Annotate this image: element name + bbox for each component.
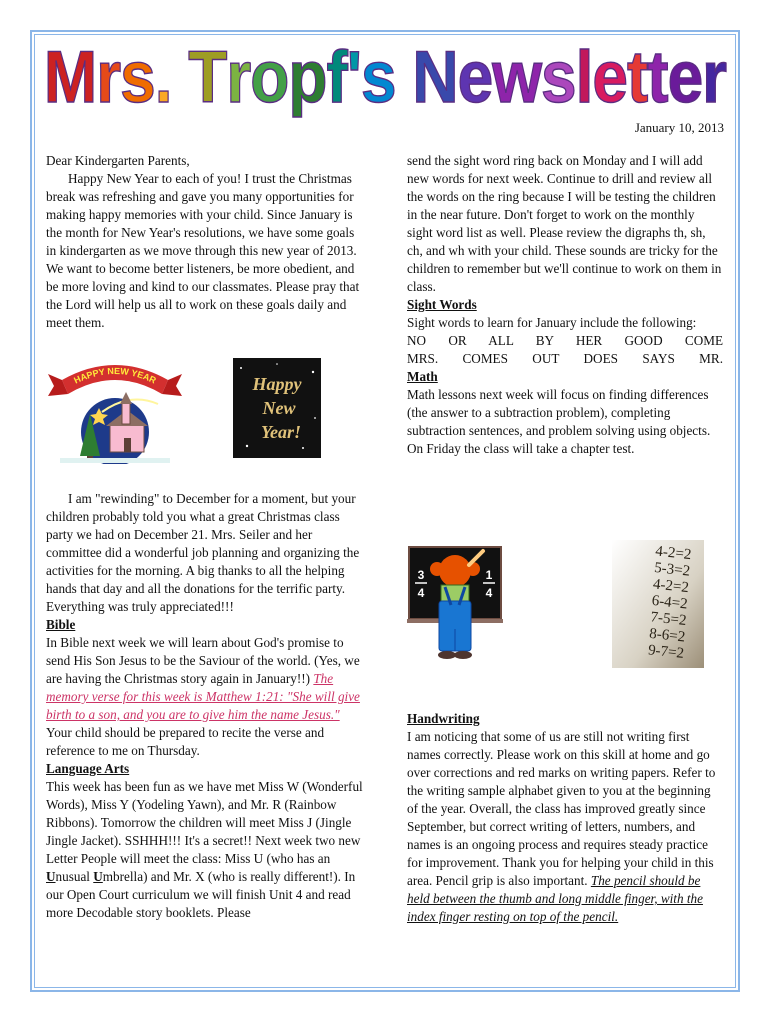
title-letter: r <box>226 40 251 119</box>
svg-text:4: 4 <box>417 586 425 600</box>
title-letter: t <box>647 40 668 119</box>
language-arts-text-2: nusual <box>55 869 94 884</box>
title-letter: e <box>457 40 493 119</box>
bible-paragraph <box>46 634 364 760</box>
banner-text: HAPPY NEW YEAR <box>72 365 158 386</box>
memory-verse: The memory verse for this week is Matthew 1:21: "She will give birth to a son, and you are to give him the name Jesus." <box>46 671 360 722</box>
title-letter: s <box>361 40 396 119</box>
math-heading: Math <box>407 369 438 384</box>
title-letter: l <box>575 40 593 119</box>
pencil-grip-tip: The pencil should be held between the thumb and long middle finger, with the index finger resting on top of the pencil. <box>407 873 703 924</box>
title-letter: o <box>250 40 289 119</box>
title-letter: M <box>43 40 97 119</box>
letter-u-underline: U <box>46 869 56 884</box>
title-letter: r <box>96 40 121 119</box>
subtraction-fact: 7-5=2 <box>649 609 688 630</box>
language-arts-text: This week has been fun as we have met Miss W (Wonderful Words), Miss Y (Yodeling Yawn), and Mr. R (Rainbow Ribbons). Tomorrow the children will meet Miss J (Jingle Jingle Jacket). SSHHH!!! It's a secret!! Next week two new Letter People will meet the class: Miss U (who has an <box>46 779 363 866</box>
title-letter: s <box>540 40 576 119</box>
svg-text:4: 4 <box>485 586 493 600</box>
svg-text:Year!: Year! <box>261 422 301 442</box>
title-letter: s <box>120 40 155 119</box>
svg-text:New: New <box>262 398 296 418</box>
bible-heading: Bible <box>46 617 76 632</box>
left-column-continued <box>46 490 364 922</box>
handwriting-section <box>407 710 723 926</box>
sight-words-line-1: NO OR ALL BY HER GOOD COME <box>407 333 723 348</box>
language-arts-text-3: mbrella) and Mr. X (who is really different!). In our Open Court curriculum we will finish Unit 4 and read more Decodable story booklets. Please <box>46 869 356 920</box>
title-graphic <box>40 40 730 120</box>
subtraction-facts-image <box>612 540 704 668</box>
girl-at-chalkboard-clipart <box>407 545 503 665</box>
svg-text:1: 1 <box>485 568 493 582</box>
happy-new-year-card <box>233 358 321 458</box>
title-letter <box>396 40 413 118</box>
subtraction-fact: 4-2=2 <box>652 576 690 597</box>
rewind-paragraph: I am "rewinding" to December for a moment, but your children probably told you what a great Christmas class party we had on December 21. Mrs. Seiler and her committee did a wonderful job planning and organizing the activities for the morning. A big thanks to all the helping hands that day and all the donations for the terrific party. Everything was truly appreciated!!! <box>46 491 360 614</box>
subtraction-fact: 9-7=2 <box>647 642 685 662</box>
handwriting-heading: Handwriting <box>407 711 480 726</box>
new-year-church-clipart <box>40 352 190 464</box>
handwriting-text: I am noticing that some of us are still not writing first names correctly. Please work on this skill at home and go over corrections and red marks on writing papers. Refer to the writing sample alphabet given to you at the beginning of the year. Overall, the class has improved greatly since September, but correct writing of letters, numbers, and names is an ongoing process and requires steady practice for improvement. Thank you for helping your child in this area. Pencil grip is also important. <box>407 729 716 888</box>
bible-text-end: Your child should be prepared to recite the verse and reference to me on Thursday. <box>46 725 325 758</box>
language-arts-paragraph <box>46 778 364 922</box>
subtraction-fact: 6-4=2 <box>650 592 689 613</box>
right-column <box>407 152 723 458</box>
intro-paragraph: Happy New Year to each of you! I trust the Christmas break was refreshing and gave you many opportunities for making happy memories with your child. Since January is the month for New Year's resolutions, we have some goals in kindergarten as we move through this new year of 2013. We want to become better listeners, be more obedient, and be more loving and kind to our classmates. Please pray that the Lord will help us all to work on these goals daily and meet them. <box>46 171 360 330</box>
svg-text:3: 3 <box>417 568 425 582</box>
title-letter: t <box>626 40 648 119</box>
greeting: Dear Kindergarten Parents, <box>46 153 190 168</box>
title-letter: w <box>492 40 541 119</box>
sight-words-line-2: MRS. COMES OUT DOES SAYS MR. <box>407 351 723 366</box>
language-arts-continued: send the sight word ring back on Monday and I will add new words for next week. Continue to drill and review all the words on the ring because I will be testing the children in the near future. Don't forget to work on the monthly sight word list as well. Please review the digraphs th, sh, ch, and wh with your child. These sounds are tricky for the children to remember but we'll continue to work on them in class. <box>407 153 722 294</box>
sight-words-intro: Sight words to learn for January include the following: <box>407 315 697 330</box>
title-letter: p <box>288 40 327 119</box>
title-letter: . <box>154 40 172 119</box>
newsletter-date: January 10, 2013 <box>634 120 724 135</box>
math-paragraph: Math lessons next week will focus on finding differences (the answer to a subtraction problem), completing subtraction sentences, and problem solving using objects. On Friday the class will take a chapter test. <box>407 387 711 456</box>
sight-words-heading: Sight Words <box>407 297 477 312</box>
newsletter-title <box>40 40 730 120</box>
handwriting-paragraph <box>407 728 723 926</box>
girl-hair <box>439 555 471 587</box>
title-letter: e <box>592 40 627 119</box>
letter-u-underline-2: U <box>93 869 103 884</box>
title-letter: e <box>667 40 703 119</box>
subtraction-fact: 5-3=2 <box>653 559 691 580</box>
subtraction-fact: 4-2=2 <box>654 543 693 564</box>
title-letter: T <box>188 40 227 119</box>
bible-text: In Bible next week we will learn about God's promise to send His Son Jesus to be the Saviour of the world. (Yes, we are having the Christmas story again in January!!) <box>46 635 360 686</box>
title-letter: f <box>326 40 347 119</box>
svg-text:Happy: Happy <box>252 374 302 394</box>
language-arts-heading: Language Arts <box>46 761 130 776</box>
intro-section <box>46 152 364 332</box>
title-letter: ' <box>346 40 362 119</box>
svg-text:Mrs. Tropf's Newsletter <box>44 40 726 118</box>
title-letter: r <box>702 40 727 119</box>
title-letter: N <box>412 40 458 119</box>
subtraction-fact: 8-6=2 <box>648 625 686 646</box>
title-letter <box>172 40 189 118</box>
